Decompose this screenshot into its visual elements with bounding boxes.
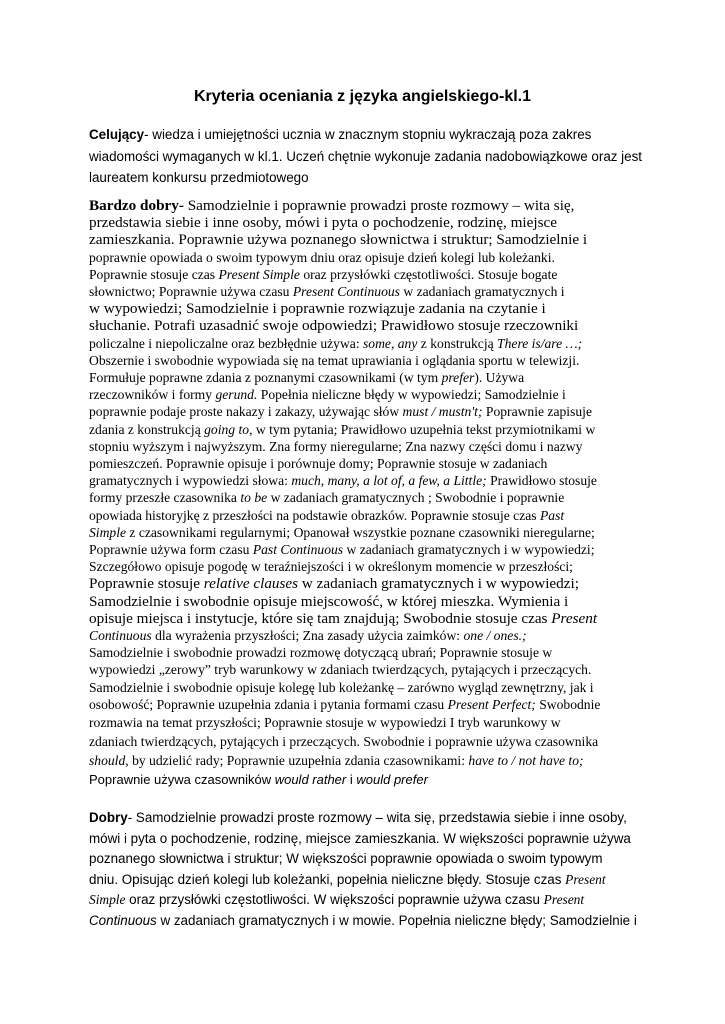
text-line: Simple oraz przysłówki częstotliwości. W większości poprawnie używa czasu Present [89, 892, 585, 908]
text-line: Samodzielnie i swobodnie opisuje miejscowość, w której mieszka. Wymienia i [89, 592, 569, 610]
text-line: - Samodzielnie prowadzi proste rozmowy – wita się, przedstawia siebie i inne osoby, [127, 810, 627, 825]
text-line: słuchanie. Potrafi uzasadnić swoje odpowiedzi; Prawidłowo stosuje rzeczowniki [89, 317, 579, 335]
text-line: Poprawnie stosuje relative clauses w zadaniach gramatycznych i w wypowiedzi; [89, 575, 579, 593]
text-line: wypowiedzi „zerowy” tryb warunkowy w zdaniach twierdzących, pytających i przeczących. [89, 662, 592, 678]
text-line: pomieszczeń. Poprawnie opisuje i porównuje domy; Poprawnie stosuje w zadaniach [89, 456, 548, 472]
page-title: Kryteria oceniania z języka angielskiego-kl.1 [193, 88, 532, 105]
text-line: Continuous dla wyrażenia przyszłości; Zna zasady użycia zaimków: one / ones.; [89, 628, 527, 644]
text-line: mówi i pyta o pochodzenie, rodzinę, miejsce zamieszkania. W większości poprawnie używa [89, 830, 631, 846]
text-line: - wiedza i umiejętności ucznia w znacznym stopniu wykraczają poza zakres [144, 127, 592, 142]
text-line: zdaniach twierdzących, pytających i przeczących. Swobodnie i poprawnie używa czasownika [89, 734, 599, 750]
text-line: dniu. Opisując dzień kolegi lub koleżanki, popełnia nieliczne błędy. Stosuje czas Present [89, 871, 606, 887]
text-line: zdania z konstrukcją going to, w tym pytania; Prawidłowo uzupełnia tekst przymiotnikami w [89, 421, 596, 437]
text-line: should, by udzielić rady; Poprawnie uzupełnia zdania czasownikami: have to / not have to; [89, 753, 584, 769]
text-line: Samodzielnie i poprawnie prowadzi proste rozmowy – wita się, [183, 197, 575, 214]
text-line: w wypowiedzi; Samodzielnie i poprawnie rozwiązuje zadania na czytanie i [89, 300, 546, 318]
text-line: Poprawnie używa form czasu Past Continuous w zadaniach gramatycznych i w wypowiedzi; [89, 542, 595, 558]
text-line: Obszernie i swobodnie wypowiada się na temat uprawiania i oglądania sportu w telewizji. [89, 352, 580, 368]
text-line: formy przeszłe czasownika to be w zadaniach gramatycznych ; Swobodnie i poprawnie [89, 490, 565, 506]
text-line: policzalne i niepoliczalne oraz bezbłędnie używa: some, any z konstrukcją There is/are …; [89, 335, 583, 351]
grade-dobry-paragraph [89, 808, 637, 932]
text-line: Continuous w zadaniach gramatycznych i w mowie. Popełnia nieliczne błędy; Samodzielnie i [89, 912, 637, 928]
grade-label: Dobry [89, 810, 128, 825]
text-line: Poprawnie stosuje czas Present Simple oraz przysłówki częstotliwości. Stosuje bogate [89, 266, 558, 282]
text-line: laureatem konkursu przedmiotowego [89, 170, 309, 185]
text-line: poprawnie opowiada o swoim typowym dniu oraz opisuje dzień kolegi lub koleżanki. [89, 249, 555, 265]
text-line: rozmawia na temat przyszłości; Poprawnie stosuje w wypowiedzi I tryb warunkowy w [89, 715, 561, 731]
grade-bardzo-dobry-paragraph [89, 197, 637, 790]
text-line: Simple z czasownikami regularnymi; Opanował wszystkie poznane czasowniki nieregularne; [89, 524, 595, 540]
text-line: Szczegółowo opisuje pogodę w teraźniejszości i w określonym momencie w przeszłości; [89, 559, 573, 575]
text-line: osobowość; Poprawnie uzupełnia zdania i pytania formami czasu Present Perfect; Swobodnie [89, 696, 601, 712]
text-line: przedstawia siebie i inne osoby, mówi i pyta o pochodzenie, rodzinę, miejsce [89, 214, 558, 232]
text-line: słownictwo; Poprawnie używa czasu Present Continuous w zadaniach gramatycznych i [89, 284, 565, 300]
text-line: poznanego słownictwa i struktur; W większości poprawnie opowiada o swoim typowym [89, 851, 603, 867]
grade-label: Bardzo dobry- [89, 197, 184, 214]
text-line: gramatycznych i wypowiedzi słowa: much, many, a lot of, a few, a Little; Prawidłowo stosuje [89, 473, 597, 489]
text-line: opowiada historyjkę z przeszłości na podstawie obrazków. Poprawnie stosuje czas Past [89, 507, 565, 523]
text-line: Formułuje poprawne zdania z poznanymi czasownikami (w tym prefer). Używa [89, 370, 525, 386]
text-line: opisuje miejsca i instytucje, które się tam znajdują; Swobodnie stosuje czas Present [89, 609, 598, 627]
grade-celujacy-paragraph [89, 124, 643, 189]
text-line: zamieszkania. Poprawnie używa poznanego słownictwa i struktur; Samodzielnie i [89, 231, 588, 249]
grade-label: Celujący [89, 127, 145, 142]
text-line: poprawnie podaje proste nakazy i zakazy, używając słów must / mustn't; Poprawnie zapisuje [89, 404, 592, 420]
text-line: Poprawnie używa czasowników would rather i would prefer [89, 772, 428, 788]
text-line: Samodzielnie i swobodnie opisuje kolegę lub koleżankę – zarówno wygląd zewnętrzny, jak i [89, 679, 594, 695]
text-line: wiadomości wymaganych w kl.1. Uczeń chętnie wykonuje zadania nadobowiązkowe oraz jest [89, 148, 643, 164]
text-line: stopniu wyższym i najwyższym. Zna formy nieregularne; Zna nazwy części domu i nazwy [89, 438, 583, 454]
text-line: rzeczowników i formy gerund. Popełnia nieliczne błędy w wypowiedzi; Samodzielnie i [89, 387, 566, 403]
text-line: Samodzielnie i swobodnie prowadzi rozmowę dotyczącą ubrań; Poprawnie stosuje w [89, 645, 553, 661]
